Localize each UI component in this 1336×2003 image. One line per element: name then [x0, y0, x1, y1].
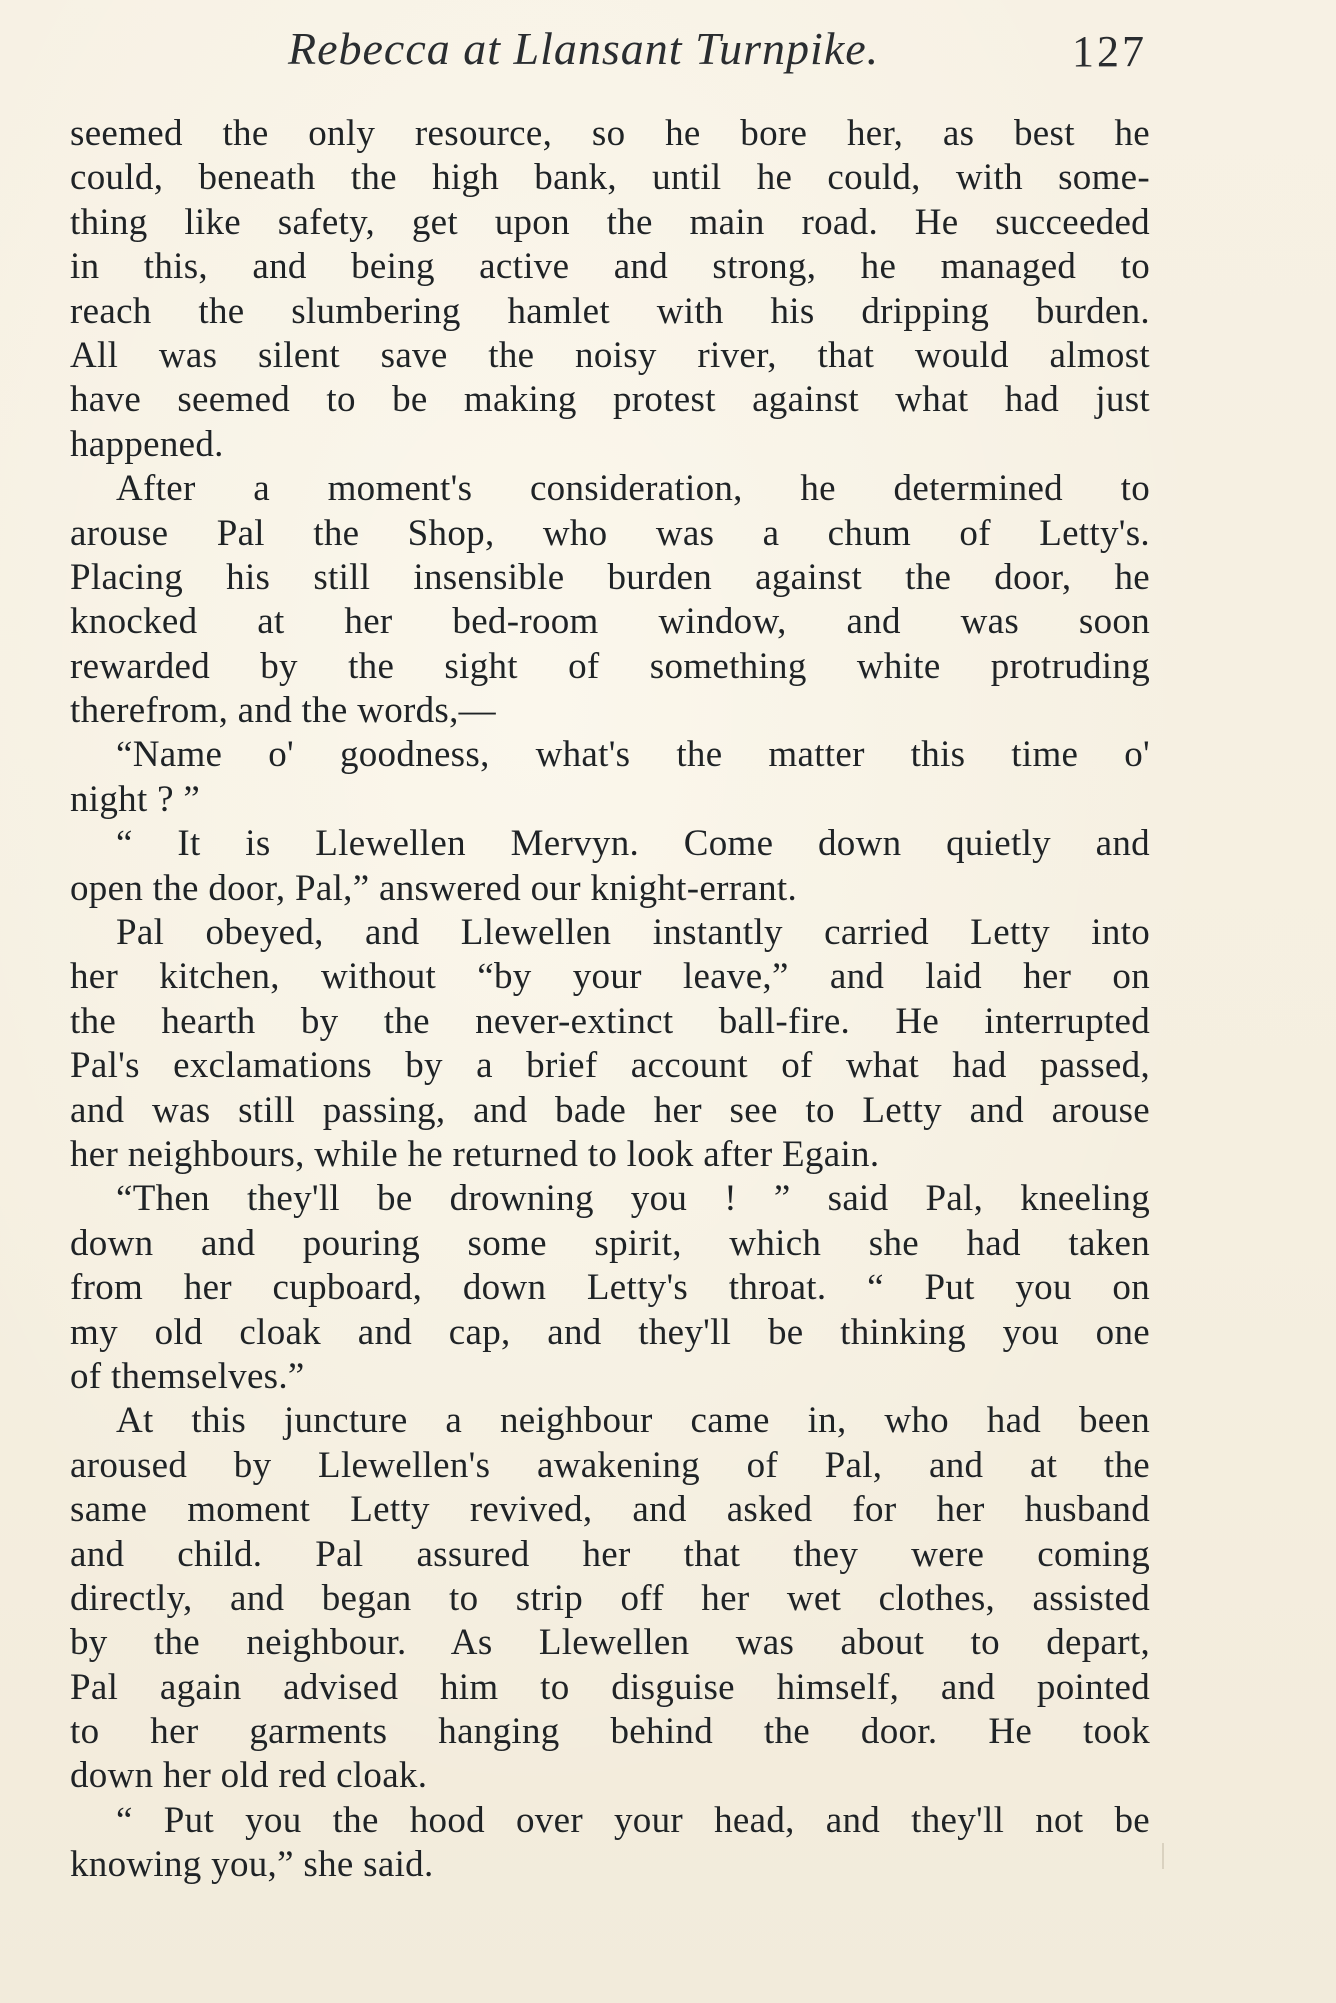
text-line: Pal's exclamations by a brief account of what had passed, [70, 1045, 1150, 1087]
text-line: Pal obeyed, and Llewellen instantly carried Letty into [116, 912, 1150, 954]
text-line: her neighbours, while he returned to look after Egain. [70, 1133, 880, 1175]
text-line: and was still passing, and bade her see to Letty and arouse [70, 1089, 1150, 1131]
text-line: arouse Pal the Shop, who was a chum of Letty's. [70, 512, 1150, 554]
text-line: Pal again advised him to disguise himself, and pointed [70, 1666, 1150, 1708]
running-title: Rebecca at Llansant Turnpike. [288, 23, 880, 74]
text-line: in this, and being active and strong, he managed to [70, 246, 1150, 288]
text-line: After a moment's consideration, he determined to [116, 468, 1150, 510]
text-line: At this juncture a neighbour came in, who had been [116, 1400, 1150, 1442]
text-line: my old cloak and cap, and they'll be thinking you one [70, 1311, 1150, 1353]
text-line: to her garments hanging behind the door. He took [70, 1711, 1150, 1753]
text-line: seemed the only resource, so he bore her, as best he [70, 113, 1150, 154]
text-line: the hearth by the never-extinct ball-fire. He interrupted [70, 1000, 1150, 1042]
text-line: therefrom, and the words,— [70, 690, 496, 732]
text-line: knowing you,” she said. [70, 1844, 434, 1886]
running-head [0, 22, 1336, 82]
text-line: “Name o' goodness, what's the matter this time o' [116, 734, 1150, 776]
text-line: down her old red cloak. [70, 1755, 428, 1797]
text-line: of themselves.” [70, 1355, 305, 1397]
text-line: directly, and began to strip off her wet clothes, assisted [70, 1577, 1150, 1619]
text-line: could, beneath the high bank, until he could, with some- [70, 157, 1150, 199]
scan-mark [1162, 1843, 1164, 1869]
text-line: and child. Pal assured her that they were coming [70, 1533, 1150, 1575]
body-text [70, 112, 1150, 1888]
text-line: “Then they'll be drowning you ! ” said Pal, kneeling [116, 1178, 1150, 1220]
text-line: have seemed to be making protest against what had just [70, 379, 1150, 421]
text-line: “ It is Llewellen Mervyn. Come down quietly and [116, 823, 1150, 865]
text-line: her kitchen, without “by your leave,” and laid her on [70, 956, 1150, 998]
page-number: 127 [1072, 27, 1147, 76]
text-line: happened. [70, 423, 224, 465]
text-line: “ Put you the hood over your head, and they'll not be [116, 1799, 1150, 1841]
text-line: by the neighbour. As Llewellen was about to depart, [70, 1622, 1150, 1664]
text-line: from her cupboard, down Letty's throat. “ Put you on [70, 1267, 1150, 1309]
text-line: Placing his still insensible burden against the door, he [70, 556, 1150, 598]
text-line: same moment Letty revived, and asked for her husband [70, 1489, 1150, 1531]
text-line: open the door, Pal,” answered our knight-errant. [70, 867, 797, 909]
text-line: rewarded by the sight of something white protruding [70, 645, 1150, 687]
text-line: knocked at her bed-room window, and was soon [70, 601, 1150, 643]
text-line: reach the slumbering hamlet with his dripping burden. [70, 290, 1150, 332]
text-line: night ? ” [70, 778, 201, 820]
text-line: down and pouring some spirit, which she had taken [70, 1222, 1150, 1264]
text-line: thing like safety, get upon the main road. He succeeded [70, 201, 1150, 243]
text-line: aroused by Llewellen's awakening of Pal, and at the [70, 1444, 1150, 1486]
text-line: All was silent save the noisy river, that would almost [70, 334, 1150, 376]
